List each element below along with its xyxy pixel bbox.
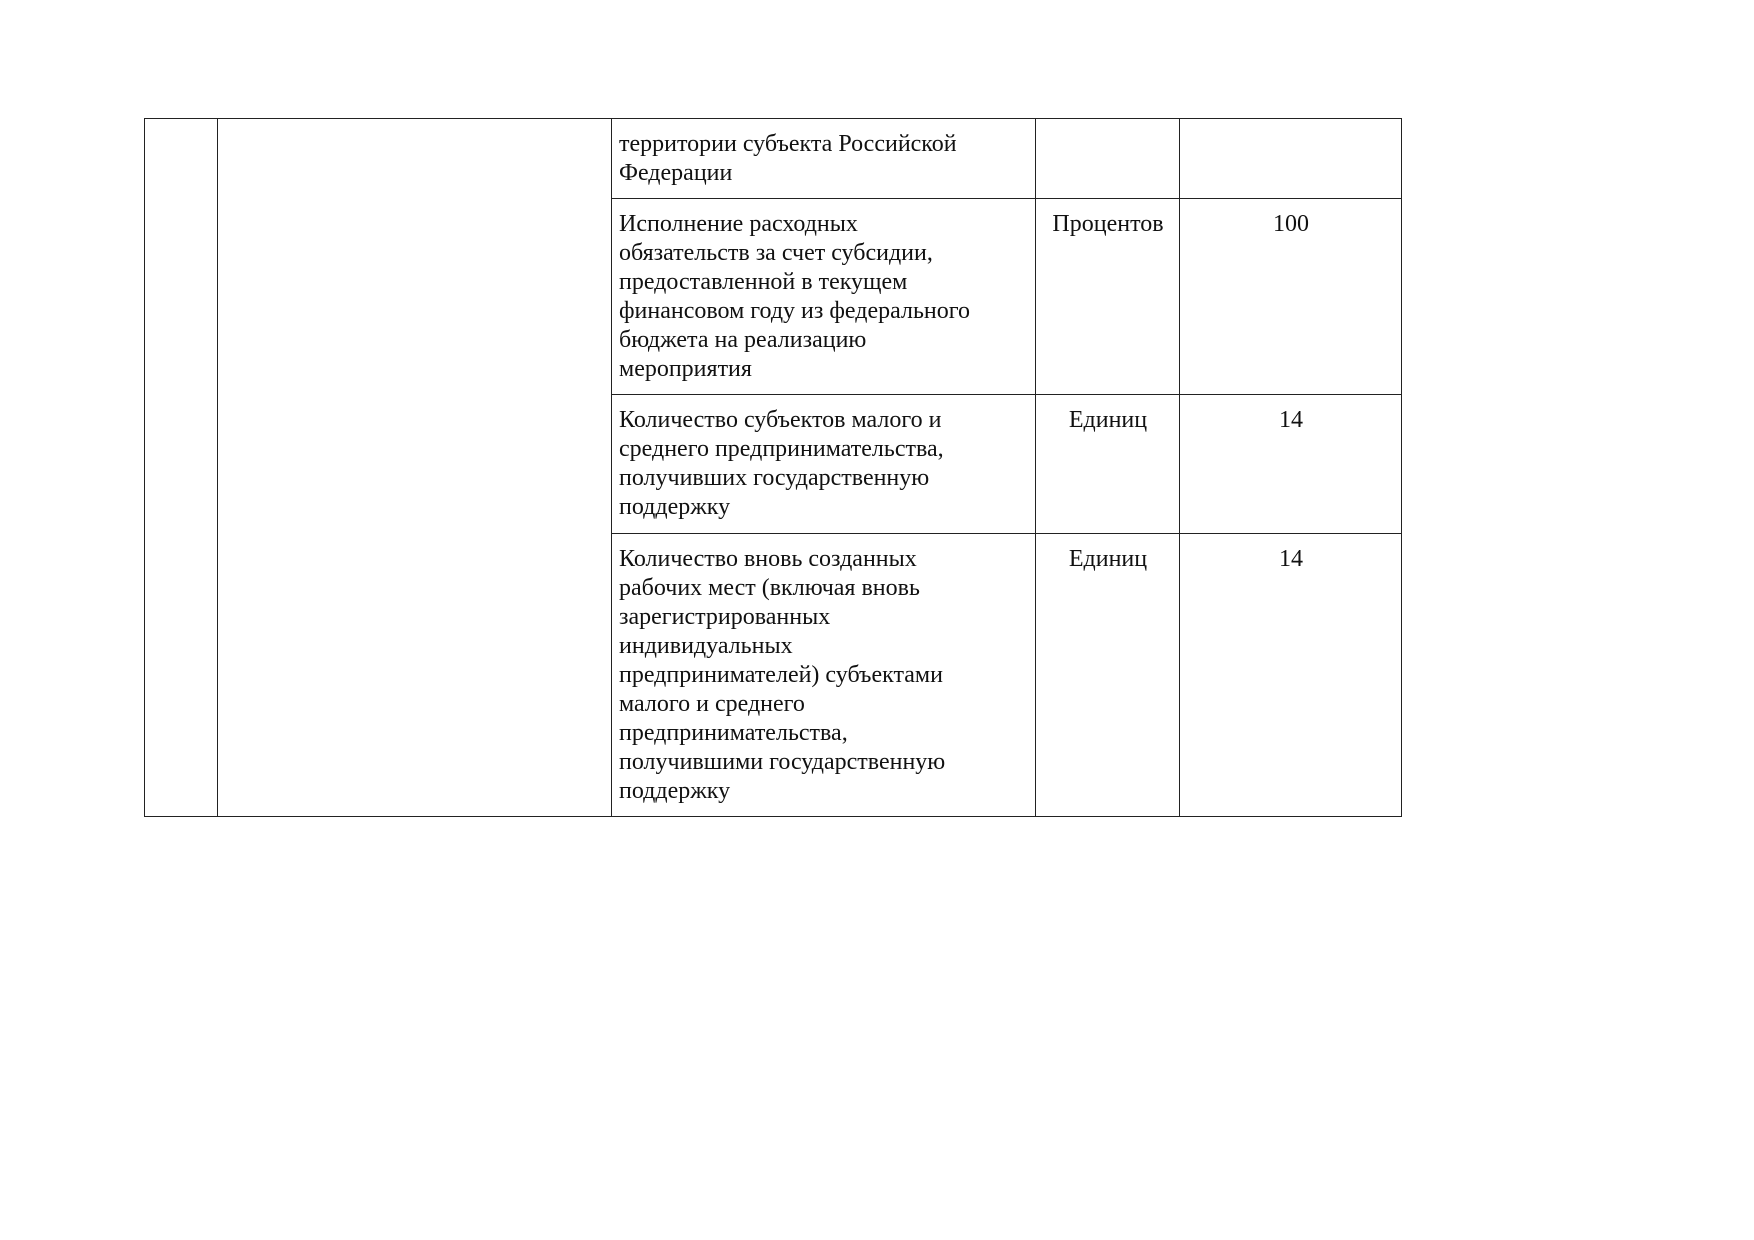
indicator-cell: Исполнение расходных обязательств за счет субсидии, предоставленной в текущем финансовом году из федерального бюджета на реализацию мероприятия xyxy=(612,199,1036,395)
value-cell: 14 xyxy=(1180,534,1402,817)
indicator-cell: территории субъекта Российской Федерации xyxy=(612,119,1036,199)
unit-cell: Процентов xyxy=(1036,199,1180,395)
unit-cell: Единиц xyxy=(1036,395,1180,534)
indicator-cell: Количество вновь созданных рабочих мест (включая вновь зарегистрированных индивидуальных предпринимателей) субъектами малого и среднего предпринимательства, получившими государственную поддержку xyxy=(612,534,1036,817)
unit-cell xyxy=(1036,119,1180,199)
unit-cell: Единиц xyxy=(1036,534,1180,817)
value-cell: 14 xyxy=(1180,395,1402,534)
table-row xyxy=(145,119,1402,199)
indicator-cell: Количество субъектов малого и среднего предпринимательства, получивших государственную поддержку xyxy=(612,395,1036,534)
measure-name-cell xyxy=(218,119,612,817)
indicators-table xyxy=(144,118,1402,817)
value-cell xyxy=(1180,119,1402,199)
value-cell: 100 xyxy=(1180,199,1402,395)
row-number-cell xyxy=(145,119,218,817)
